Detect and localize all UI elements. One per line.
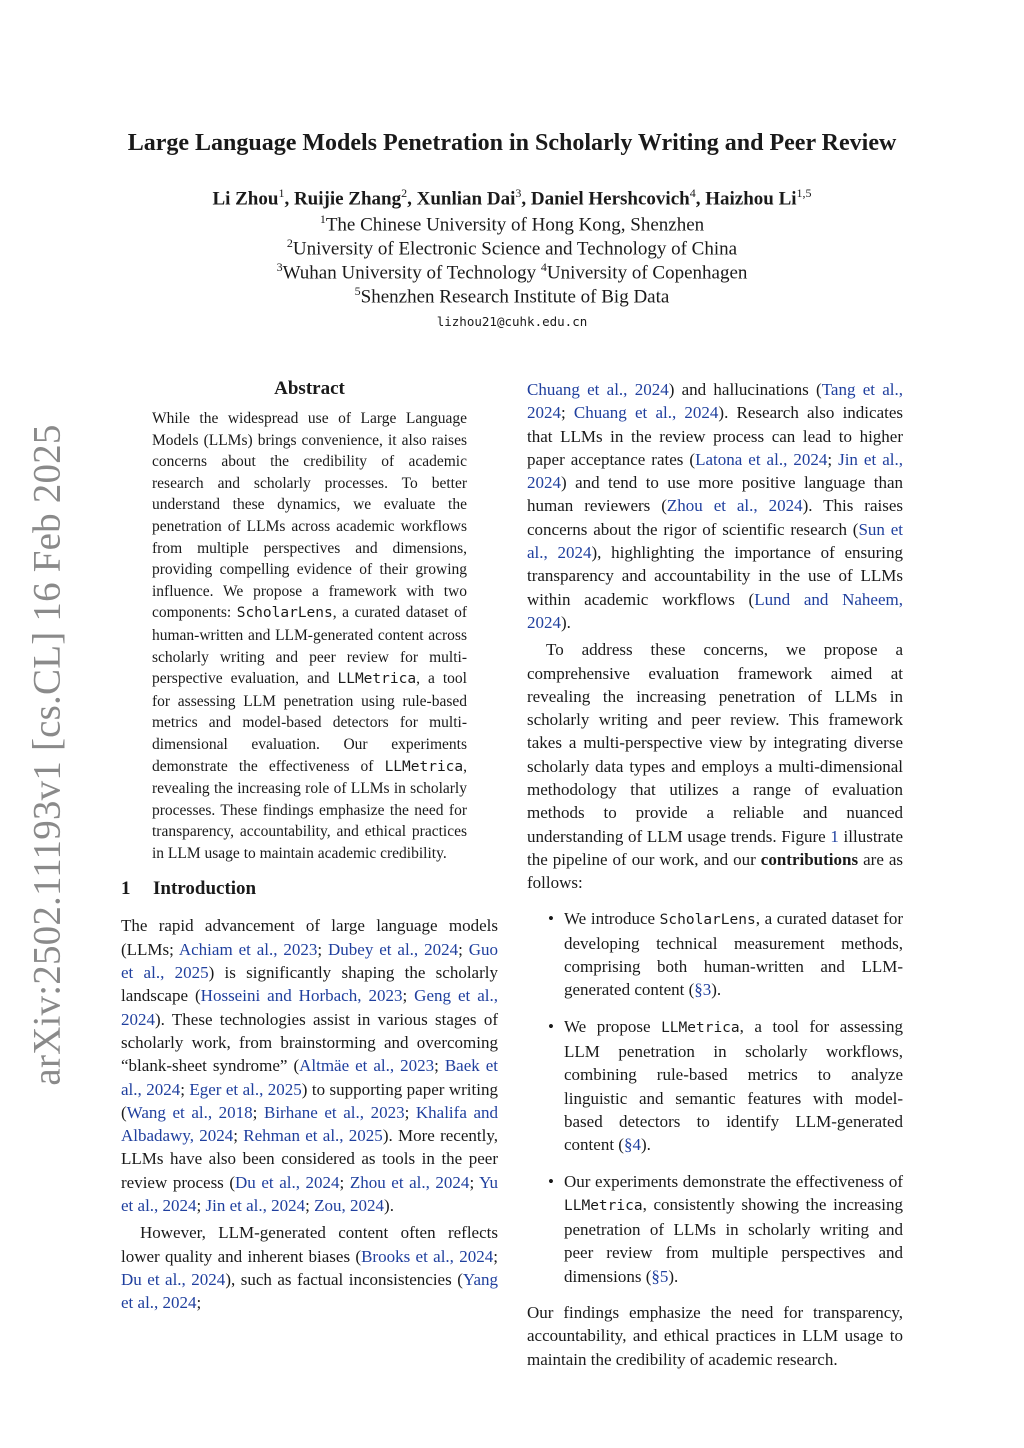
citation-link[interactable]: Brooks et al., 2024: [361, 1246, 494, 1266]
contribution-item: • We propose LLMetrica, a tool for assessing LLM penetration in scholarly workflows, combining rule-based metrics to analyze linguistic and semantic features with model-based detectors to identify LLM-generated content (§4).: [548, 1016, 903, 1155]
affil-text: Shenzhen Research Institute of Big Data: [360, 286, 670, 308]
section-heading-introduction: 1 Introduction: [121, 878, 257, 900]
citation-link[interactable]: Chuang et al., 2024: [527, 380, 669, 399]
contributions-list: [527, 907, 903, 1288]
citation-link[interactable]: Khalifa and Albadawy, 2024: [121, 1102, 498, 1146]
author-name: Daniel Hershcovich: [530, 188, 690, 210]
citation-link[interactable]: Tang et al., 2024: [527, 380, 904, 423]
affil-text: University of Copenhagen: [546, 262, 748, 284]
citation-link[interactable]: Du et al., 2024: [121, 1269, 226, 1289]
arxiv-stamp-text: arXiv:2502.11193v1 [cs.CL] 16 Feb 2025: [25, 424, 69, 1086]
intro-paragraph-2-continued: Chuang et al., 2024) and hallucinations (Tang et al., 2024; Chuang et al., 2024). Research also indicates that LLMs in the review process can lead to higher paper acceptance rates (Latona et al., 2024; Jin et al., 2024) and tend to use more positive language than human reviewers (Zhou et al., 2024). This raises concerns about the rigor of scientific research (Sun et al., 2024), highlighting the importance of ensuring transparency and accountability in the use of LLMs within academic workflows (Lund and Naheem, 2024).: [527, 380, 904, 632]
abstract-heading: Abstract: [274, 378, 345, 399]
affil-text: Wuhan University of Technology: [282, 262, 537, 284]
dataset-name: ScholarLens: [236, 605, 333, 622]
citation-link[interactable]: Du et al., 2024: [235, 1172, 340, 1192]
citation-link[interactable]: Geng et al., 2024: [121, 986, 498, 1029]
citation-link[interactable]: Guo et al., 2025: [121, 939, 498, 983]
citation-link[interactable]: Latona et al., 2024: [695, 449, 828, 469]
citation-link[interactable]: Altmäe et al., 2023: [299, 1056, 435, 1076]
citation-link[interactable]: Zhou et al., 2024: [349, 1172, 470, 1192]
citation-link[interactable]: Yang et al., 2024: [121, 1269, 498, 1313]
citation-link[interactable]: Yu et al., 2024: [121, 1172, 498, 1216]
citation-link[interactable]: Achiam et al., 2023: [178, 939, 318, 959]
affiliation: [100, 212, 924, 236]
affiliation: [100, 236, 924, 260]
affiliation: [100, 260, 924, 284]
affil-mark: 5: [354, 284, 361, 298]
tool-name: LLMetrica: [337, 671, 417, 688]
intro-paragraph-3: To address these concerns, we propose a comprehensive evaluation framework aimed at revealing the increasing penetration of LLMs in scholarly writing and peer review. This framework takes a multi-perspective view by integrating diverse scholarly data types and employs a multi-dimensional methodology that utilizes a range of evaluation methods to provide a reliable and nuanced understanding of LLM usage trends. Figure 1 illustrate the pipeline of our work, and our contributions are as follows:: [527, 640, 904, 893]
artifact-name: ScholarLens: [659, 911, 756, 928]
affil-text: The Chinese University of Hong Kong, Shenzhen: [325, 214, 705, 236]
contribution-item: • Our experiments demonstrate the effectiveness of LLMetrica, consistently showing the increasing penetration of LLMs in scholarly writing and peer review from multiple perspectives and dimensions (§5).: [548, 1171, 903, 1286]
figure-link[interactable]: 1: [830, 826, 839, 846]
citation-link[interactable]: Sun et al., 2024: [527, 519, 903, 563]
intro-paragraph-2: However, LLM-generated content often reflects lower quality and inherent biases (Brooks et al., 2024; Du et al., 2024), such as factual inconsistencies (Yang et al., 2024;: [121, 1223, 499, 1313]
affil-mark: 2: [286, 236, 293, 250]
author-name: Haizhou Li: [705, 188, 797, 210]
section-link[interactable]: §5: [651, 1266, 669, 1286]
citation-link[interactable]: Hosseini and Horbach, 2023: [200, 986, 403, 1006]
author-line: Li Zhou$^1$, Ruijie Zhang$^2$, Xunlian Dai$^3$, Daniel Hershcovich$^4$, Haizhou Li$^{1,5}$: [212, 186, 812, 210]
bullet-mark: •: [548, 908, 554, 928]
bullet-mark: •: [548, 1171, 554, 1191]
author-affil-mark: 1,5: [796, 186, 812, 200]
bullet-mark: •: [548, 1016, 554, 1036]
section-link[interactable]: §4: [623, 1135, 641, 1155]
contribution-item: • We introduce ScholarLens, a curated dataset for developing technical measurement methods, comprising both human-written and LLM-generated content (§3).: [548, 908, 903, 1000]
author-name: Ruijie Zhang: [293, 188, 402, 210]
intro-paragraph-1: The rapid advancement of large language models (LLMs; Achiam et al., 2023; Dubey et al., 2024; Guo et al., 2025) is significantly shaping the scholarly landscape (Hosseini and Horbach, 2023; Geng et al., 2024). These technologies assist in various stages of scholarly work, from brainstorming and overcoming “blank-sheet syndrome” (Altmäe et al., 2023; Baek et al., 2024; Eger et al., 2025) to supporting paper writing (Wang et al., 2018; Birhane et al., 2023; Khalifa and Albadawy, 2024; Rehman et al., 2025). More recently, LLMs have also been considered as tools in the peer review process (Du et al., 2024; Zhou et al., 2024; Yu et al., 2024; Jin et al., 2024; Zou, 2024).: [121, 916, 498, 1216]
affil-mark: 3: [276, 260, 283, 274]
author-affil-mark: 2: [401, 186, 408, 200]
citation-link[interactable]: Zou, 2024: [314, 1196, 385, 1216]
affil-mark: 4: [540, 260, 547, 274]
citation-link[interactable]: Jin et al., 2024: [205, 1196, 306, 1216]
citation-link[interactable]: Chuang et al., 2024: [573, 403, 719, 423]
citation-link[interactable]: Dubey et al., 2024: [328, 939, 459, 959]
citation-link[interactable]: Lund and Naheem, 2024: [527, 589, 903, 632]
citation-link[interactable]: Jin et al., 2024: [527, 449, 903, 493]
tool-name: LLMetrica: [384, 758, 464, 775]
closing-paragraph: Our findings emphasize the need for transparency, accountability, and ethical practices in LLM usage to maintain the credibility of academic research.: [527, 1302, 903, 1369]
right-column: [527, 378, 903, 1371]
citation-link[interactable]: Eger et al., 2025: [189, 1079, 302, 1099]
left-column: [121, 378, 498, 1315]
citation-link[interactable]: Baek et al., 2024: [121, 1056, 498, 1099]
author-affil-mark: 1: [278, 186, 285, 200]
citation-link[interactable]: Birhane et al., 2023: [263, 1102, 405, 1122]
author-name: Li Zhou: [212, 188, 279, 210]
author-affil-mark: 3: [515, 186, 522, 200]
citation-link[interactable]: Rehman et al., 2025: [243, 1126, 383, 1146]
artifact-name: LLMetrica: [564, 1197, 643, 1214]
contact-email[interactable]: lizhou21@cuhk.edu.cn: [436, 314, 588, 329]
citation-link[interactable]: Wang et al., 2018: [126, 1102, 253, 1122]
citation-link[interactable]: Zhou et al., 2024: [666, 496, 803, 516]
affil-mark: 1: [319, 212, 326, 226]
affiliation: [100, 284, 924, 308]
affil-text: University of Electronic Science and Technology of China: [292, 238, 738, 260]
author-name: Xunlian Dai: [416, 188, 516, 210]
abstract-body: While the widespread use of Large Language Models (LLMs) brings convenience, it also raises concerns about the credibility of academic research and scholarly processes. To better understand these dynamics, we evaluate the penetration of LLMs across academic workflows from multiple perspectives and dimensions, providing compelling evidence of their growing influence. We propose a framework with two components: ScholarLens, a curated dataset of human-written and LLM-generated content across scholarly writing and peer review for multi-perspective evaluation, and LLMetrica, a tool for assessing LLM penetration using rule-based metrics and model-based detectors for multi-dimensional evaluation. Our experiments demonstrate the effectiveness of LLMetrica, revealing the increasing role of LLMs in scholarly processes. These findings emphasize the need for transparency, accountability, and ethical practices in LLM usage to maintain academic credibility.: [152, 410, 468, 862]
artifact-name: LLMetrica: [661, 1019, 740, 1036]
section-link[interactable]: §3: [694, 980, 712, 1000]
author-affil-mark: 4: [689, 186, 696, 200]
paper-title: Large Language Models Penetration in Scholarly Writing and Peer Review: [127, 130, 897, 156]
arxiv-stamp: [22, 424, 72, 1086]
